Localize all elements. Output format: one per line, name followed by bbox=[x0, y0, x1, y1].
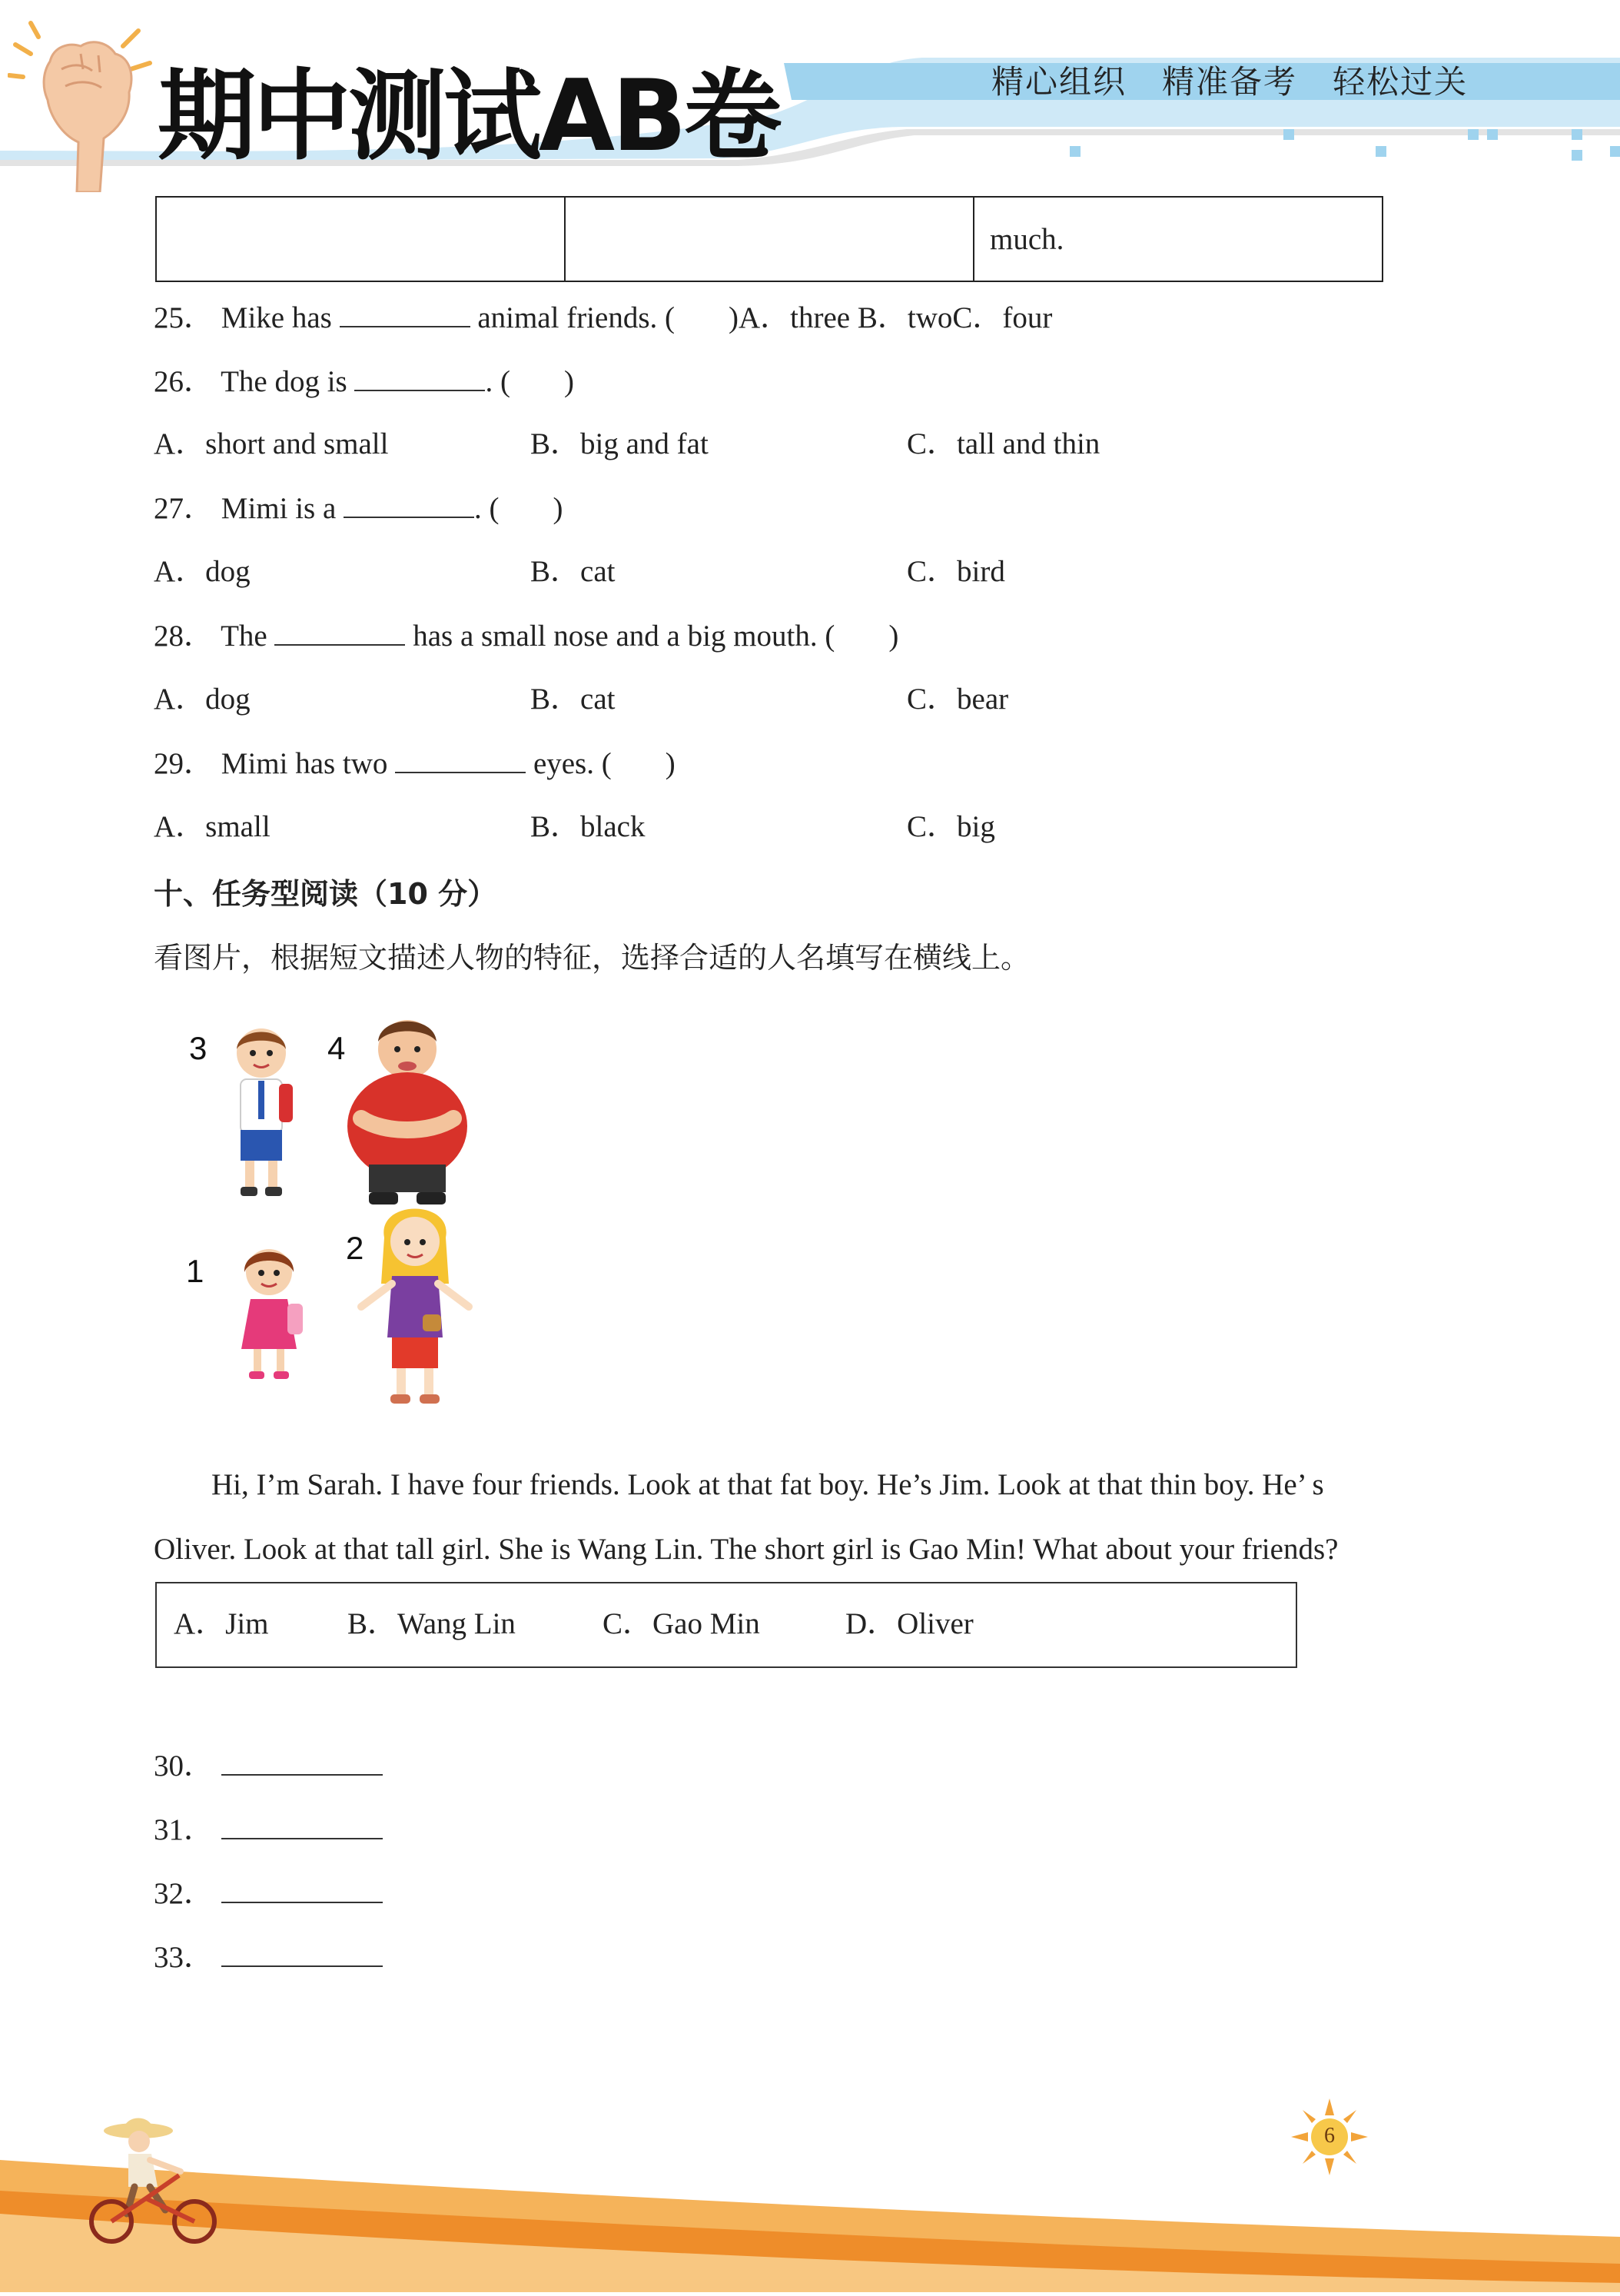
answer-32 bbox=[154, 1874, 383, 1913]
table-cell-1 bbox=[156, 197, 565, 281]
q28-option-c[interactable]: C．bear bbox=[907, 683, 1009, 716]
footer-band bbox=[0, 2106, 1620, 2292]
answer-32-blank[interactable] bbox=[221, 1874, 383, 1903]
question-25 bbox=[154, 298, 1052, 337]
raised-fist-icon bbox=[8, 15, 161, 192]
answer-33-number: 33． bbox=[154, 1941, 214, 1974]
figure-label-3: 3 bbox=[189, 1030, 207, 1066]
q28-text-c: ) bbox=[888, 620, 899, 653]
question-28 bbox=[154, 616, 898, 656]
name-choices-box bbox=[155, 1582, 1297, 1668]
q25-text-c: )A．three B．twoC．four bbox=[729, 301, 1053, 334]
q25-number: 25． bbox=[154, 301, 214, 334]
header-title: 期中测试AB卷 bbox=[158, 59, 779, 174]
q28-text-a: The bbox=[221, 620, 267, 653]
page-number-badge bbox=[1291, 2098, 1368, 2175]
q26-option-a[interactable]: A．short and small bbox=[154, 427, 389, 460]
q26-text-a: The dog is bbox=[221, 365, 347, 398]
passage-line-1: Hi, I’m Sarah. I have four friends. Look at that fat boy. He’s Jim. Look at that thin boy. He’ s bbox=[211, 1468, 1324, 1501]
question-26 bbox=[154, 362, 574, 401]
answer-33-blank[interactable] bbox=[221, 1938, 383, 1967]
table-cell-3: much. bbox=[974, 197, 1383, 281]
q28-blank[interactable] bbox=[274, 616, 405, 646]
q26-number: 26． bbox=[154, 365, 214, 398]
q27-option-c[interactable]: C．bird bbox=[907, 555, 1005, 588]
answer-30-number: 30． bbox=[154, 1749, 214, 1783]
q29-option-a[interactable]: A．small bbox=[154, 810, 271, 843]
choice-d[interactable]: D．Oliver bbox=[845, 1607, 974, 1640]
answer-31-number: 31． bbox=[154, 1813, 214, 1846]
continuation-table bbox=[155, 196, 1383, 282]
q28-option-b[interactable]: B．cat bbox=[530, 683, 616, 716]
q29-blank[interactable] bbox=[395, 744, 526, 773]
q29-text-c: ) bbox=[665, 747, 676, 780]
q27-text-b: . ( bbox=[474, 492, 500, 525]
reading-passage bbox=[154, 1453, 1476, 1582]
question-29 bbox=[154, 744, 676, 783]
q28-number: 28． bbox=[154, 620, 214, 653]
section-10-title: 十、任务型阅读（10 分） bbox=[154, 877, 497, 911]
choice-c[interactable]: C．Gao Min bbox=[603, 1607, 760, 1640]
q27-option-b[interactable]: B．cat bbox=[530, 555, 616, 588]
choice-b[interactable]: B．Wang Lin bbox=[347, 1607, 516, 1640]
choice-a[interactable]: A．Jim bbox=[174, 1607, 269, 1640]
answer-31 bbox=[154, 1810, 383, 1849]
q26-blank[interactable] bbox=[354, 362, 485, 391]
answer-31-blank[interactable] bbox=[221, 1810, 383, 1839]
q27-number: 27． bbox=[154, 492, 214, 525]
q25-text-b: animal friends. ( bbox=[477, 301, 675, 334]
figure-label-1: 1 bbox=[186, 1253, 204, 1289]
q27-blank[interactable] bbox=[344, 489, 474, 518]
table-cell-2 bbox=[565, 197, 974, 281]
q27-text-c: ) bbox=[553, 492, 563, 525]
q29-option-c[interactable]: C．big bbox=[907, 810, 995, 843]
answer-33 bbox=[154, 1938, 383, 1977]
figure-label-4: 4 bbox=[327, 1030, 346, 1066]
q25-text-a: Mike has bbox=[221, 301, 332, 334]
children-figure bbox=[177, 1007, 500, 1422]
fat-boy-image bbox=[342, 1011, 473, 1211]
q28-option-a[interactable]: A．dog bbox=[154, 683, 251, 716]
figure-label-2: 2 bbox=[346, 1230, 364, 1266]
thin-boy-image bbox=[219, 1022, 304, 1207]
q29-text-a: Mimi has two bbox=[221, 747, 388, 780]
answer-30-blank[interactable] bbox=[221, 1746, 383, 1776]
passage-line-2: Oliver. Look at that tall girl. She is Wang Lin. The short girl is Gao Min! What about your friends? bbox=[154, 1533, 1339, 1566]
q26-option-c[interactable]: C．tall and thin bbox=[907, 427, 1100, 460]
answer-32-number: 32． bbox=[154, 1877, 214, 1910]
page-number: 6 bbox=[1324, 2124, 1335, 2148]
section-10-instruction: 看图片，根据短文描述人物的特征，选择合适的人名填写在横线上。 bbox=[154, 941, 1031, 975]
q29-text-b: eyes. ( bbox=[533, 747, 612, 780]
cyclist-icon bbox=[81, 2114, 227, 2244]
q28-text-b: has a small nose and a big mouth. ( bbox=[413, 620, 835, 653]
q26-text-b: . ( bbox=[485, 365, 510, 398]
short-girl-image bbox=[223, 1238, 315, 1391]
q27-text-a: Mimi is a bbox=[221, 492, 337, 525]
question-27 bbox=[154, 489, 563, 528]
tall-girl-image bbox=[354, 1199, 476, 1414]
q25-blank[interactable] bbox=[340, 298, 470, 327]
answer-30 bbox=[154, 1746, 383, 1786]
q29-number: 29． bbox=[154, 747, 214, 780]
q26-option-b[interactable]: B．big and fat bbox=[530, 427, 709, 460]
q26-text-c: ) bbox=[563, 365, 574, 398]
header-slogan: 精心组织 精准备考 轻松过关 bbox=[991, 63, 1469, 101]
q29-option-b[interactable]: B．black bbox=[530, 810, 646, 843]
q27-option-a[interactable]: A．dog bbox=[154, 555, 251, 588]
